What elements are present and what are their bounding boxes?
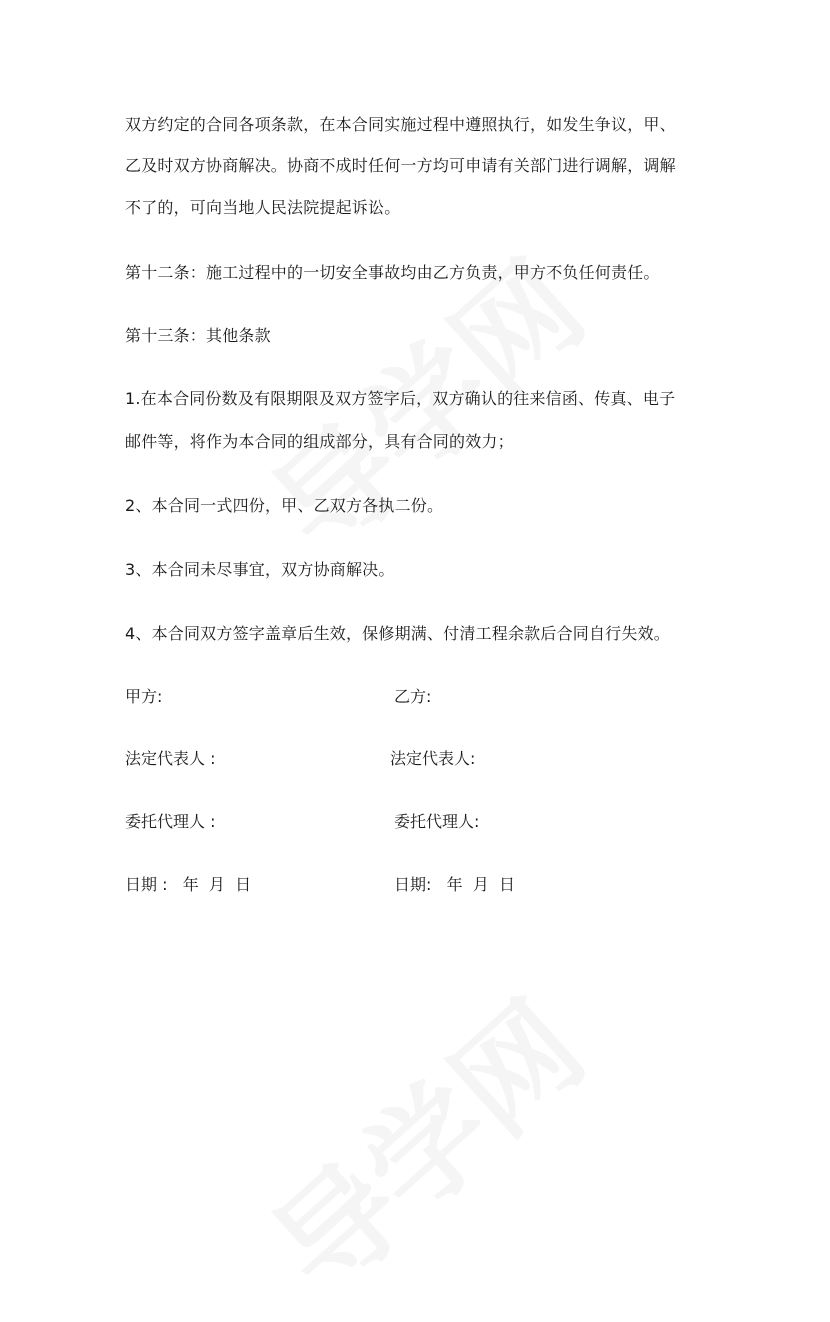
party-b-label: 乙方: bbox=[394, 687, 432, 706]
article-12: 第十二条：施工过程中的一切安全事故均由乙方负责，甲方不负任何责任。 bbox=[125, 263, 660, 282]
party-b-agent: 委托代理人: bbox=[394, 812, 480, 831]
watermark bbox=[256, 985, 604, 1315]
paragraph-line: 乙及时双方协商解决。协商不成时任何一方均可申请有关部门进行调解，调解 bbox=[125, 156, 676, 175]
paragraph-line: 双方约定的合同各项条款，在本合同实施过程中遵照执行，如发生争议，甲、 bbox=[125, 115, 676, 134]
party-a-label: 甲方: bbox=[125, 687, 163, 706]
clause-2: 2、本合同一式四份，甲、乙双方各执二份。 bbox=[125, 496, 444, 515]
clause-4: 4、本合同双方签字盖章后生效，保修期满、付清工程余款后合同自行失效。 bbox=[125, 624, 670, 643]
party-b-legal-rep: 法定代表人: bbox=[390, 749, 476, 768]
clause-1-line: 邮件等，将作为本合同的组成部分，具有合同的效力； bbox=[125, 432, 514, 451]
clause-3: 3、本合同未尽事宜，双方协商解决。 bbox=[125, 560, 395, 579]
paragraph-line: 不了的，可向当地人民法院提起诉讼。 bbox=[125, 198, 401, 217]
clause-1-line: 1.在本合同份数及有限期限及双方签字后，双方确认的往来信函、传真、电子 bbox=[125, 389, 676, 408]
party-a-agent: 委托代理人 : bbox=[125, 812, 216, 831]
article-13-heading: 第十三条：其他条款 bbox=[125, 326, 271, 345]
party-a-legal-rep: 法定代表人 : bbox=[125, 749, 216, 768]
party-a-date: 日期 : 年 月 日 bbox=[125, 875, 252, 894]
party-b-date: 日期: 年 月 日 bbox=[394, 875, 515, 894]
watermark bbox=[256, 245, 604, 575]
